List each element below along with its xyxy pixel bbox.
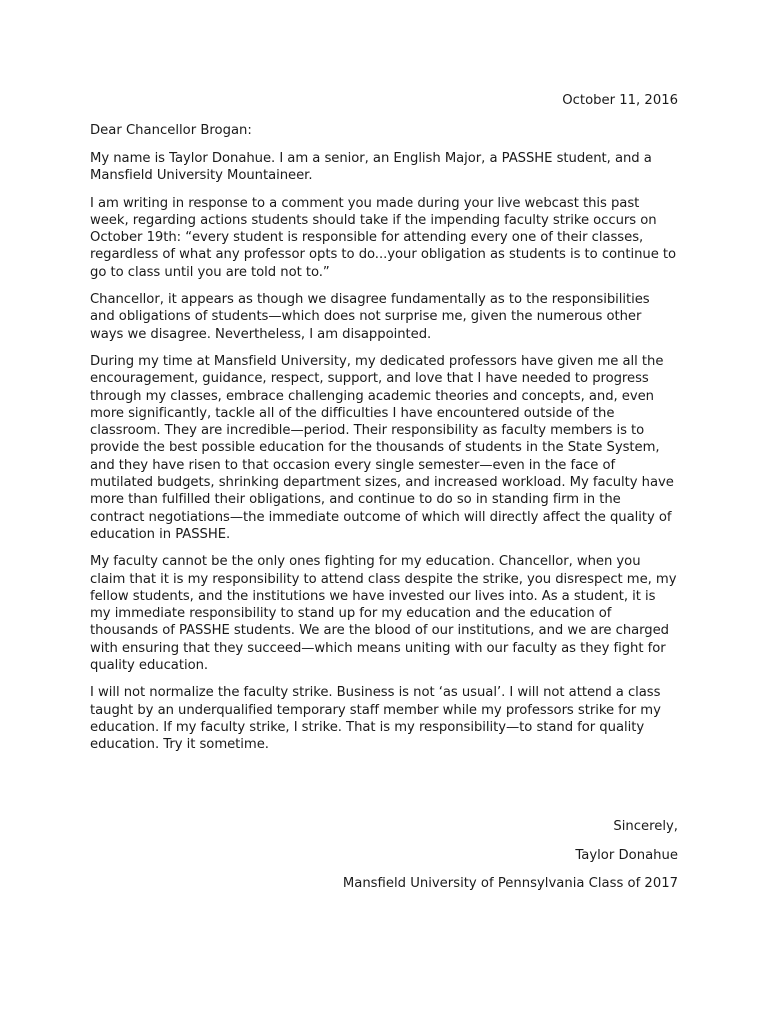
paragraph-professors: During my time at Mansfield University, my dedicated professors have given me all the encouragement, guidance, respect, support, and love that I have needed to progress through my classes, embrace challenging academic theories and concepts, and, even more significantly, tackle all of the difficulties I have encountered outside of the classroom. They are incredible—period. Their responsibility as faculty members is to provide the best possible education for the thousands of students in the State System, and they have risen to that occasion every single semester—even in the face of mutilated budgets, shrinking department sizes, and increased workload. My faculty have more than fulfilled their obligations, and continue to do so in standing firm in the contract negotiations—the immediate outcome of which will directly affect the quality of education in PASSHE.: [90, 353, 674, 542]
letter-date: October 11, 2016: [562, 93, 678, 108]
paragraph-response: I am writing in response to a comment you made during your live webcast this past week, regarding actions students should take if the impending faculty strike occurs on October 19th: “every student is responsible for attending every one of their classes, regardless of what any professor opts to do...your obligation as students is to continue to go to class until you are told not to.”: [90, 195, 677, 280]
paragraph-conclusion: I will not normalize the faculty strike. Business is not ‘as usual’. I will not attend a class taught by an underqualified temporary staff member while my professors strike for my education. If my faculty strike, I strike. That is my responsibility—to stand for quality education. Try it sometime.: [90, 685, 661, 753]
letter-page: [90, 0, 678, 1024]
letter-body: [90, 150, 678, 764]
salutation: Dear Chancellor Brogan:: [90, 123, 252, 138]
paragraph-students: My faculty cannot be the only ones fighting for my education. Chancellor, when you claim that it is my responsibility to attend class despite the strike, you disrespect me, my fellow students, and the institutions we have invested our lives into. As a student, it is my immediate responsibility to stand up for my education and the education of thousands of PASSHE students. We are the blood of our institutions, and we are charged with ensuring that they succeed—which means uniting with our faculty as they fight for quality education.: [90, 554, 677, 674]
signature-name: Taylor Donahue: [575, 848, 678, 863]
closing: Sincerely,: [613, 819, 678, 834]
signature-affiliation: Mansfield University of Pennsylvania Class of 2017: [342, 876, 678, 891]
paragraph-disagreement: Chancellor, it appears as though we disagree fundamentally as to the responsibilities and obligations of students—which does not surprise me, given the numerous other ways we disagree. Nevertheless, I am disappointed.: [90, 292, 650, 342]
paragraph-introduction: My name is Taylor Donahue. I am a senior, an English Major, a PASSHE student, and a Mansfield University Mountaineer.: [90, 151, 652, 184]
